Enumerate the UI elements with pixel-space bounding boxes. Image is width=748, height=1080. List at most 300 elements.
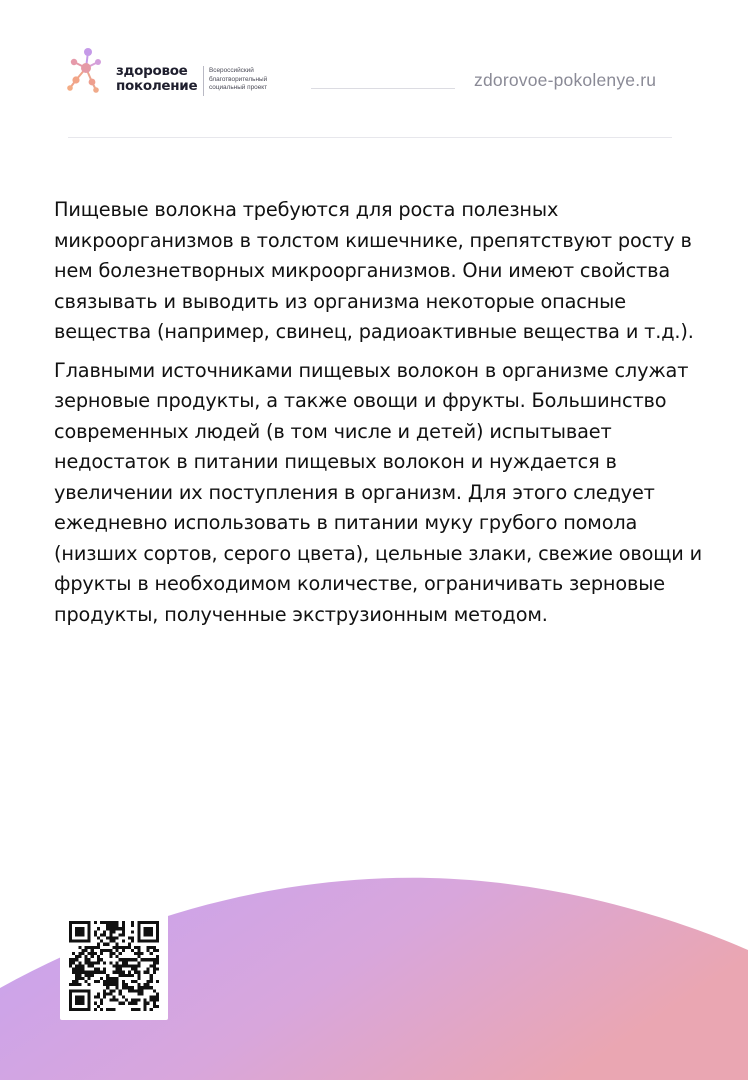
qr-module <box>81 930 84 933</box>
qr-module <box>112 946 115 949</box>
qr-module <box>88 964 91 967</box>
qr-module <box>137 955 140 958</box>
qr-module <box>69 930 72 933</box>
qr-module <box>109 924 112 927</box>
qr-module <box>94 971 97 974</box>
qr-module <box>156 980 159 983</box>
qr-module <box>116 946 119 949</box>
qr-module <box>128 986 131 989</box>
qr-module <box>137 1008 140 1011</box>
qr-module <box>116 937 119 940</box>
qr-module <box>72 940 75 943</box>
qr-module <box>72 980 75 983</box>
qr-module <box>69 927 72 930</box>
qr-module <box>131 999 134 1002</box>
qr-module <box>150 958 153 961</box>
qr-module <box>134 999 137 1002</box>
qr-module <box>119 964 122 967</box>
qr-module <box>116 971 119 974</box>
qr-module <box>75 995 78 998</box>
qr-module <box>156 999 159 1002</box>
qr-module <box>85 989 88 992</box>
qr-module <box>156 968 159 971</box>
qr-module <box>125 974 128 977</box>
qr-module <box>122 949 125 952</box>
qr-module <box>91 952 94 955</box>
qr-module <box>88 933 91 936</box>
qr-module <box>112 999 115 1002</box>
qr-module <box>85 940 88 943</box>
qr-module <box>72 958 75 961</box>
qr-module <box>125 986 128 989</box>
qr-module <box>69 933 72 936</box>
qr-module <box>88 977 91 980</box>
qr-module <box>75 933 78 936</box>
qr-module <box>100 977 103 980</box>
qr-module <box>122 933 125 936</box>
qr-module <box>103 921 106 924</box>
qr-module <box>85 961 88 964</box>
qr-module <box>143 958 146 961</box>
qr-module <box>109 930 112 933</box>
qr-module <box>134 989 137 992</box>
qr-module <box>143 933 146 936</box>
qr-module <box>116 924 119 927</box>
qr-module <box>91 961 94 964</box>
qr-module <box>100 1008 103 1011</box>
qr-module <box>97 968 100 971</box>
qr-module <box>153 949 156 952</box>
qr-module <box>106 937 109 940</box>
qr-module <box>88 924 91 927</box>
qr-module <box>88 940 91 943</box>
qr-module <box>85 958 88 961</box>
qr-module <box>122 924 125 927</box>
qr-module <box>153 961 156 964</box>
qr-module <box>88 989 91 992</box>
qr-module <box>78 1002 81 1005</box>
qr-module <box>100 940 103 943</box>
qr-module <box>156 937 159 940</box>
qr-module <box>78 974 81 977</box>
qr-module <box>97 955 100 958</box>
qr-module <box>137 940 140 943</box>
qr-module <box>128 958 131 961</box>
qr-module <box>78 971 81 974</box>
qr-module <box>143 983 146 986</box>
qr-module <box>125 983 128 986</box>
qr-module <box>134 1002 137 1005</box>
qr-module <box>85 974 88 977</box>
qr-module <box>156 930 159 933</box>
qr-module <box>143 1008 146 1011</box>
qr-module <box>78 964 81 967</box>
qr-module <box>109 992 112 995</box>
qr-module <box>88 921 91 924</box>
qr-module <box>131 986 134 989</box>
qr-module <box>75 930 78 933</box>
qr-module <box>150 1008 153 1011</box>
qr-module <box>128 971 131 974</box>
qr-module <box>122 980 125 983</box>
qr-module <box>75 983 78 986</box>
qr-module <box>131 1008 134 1011</box>
qr-module <box>122 974 125 977</box>
qr-module <box>143 930 146 933</box>
qr-module <box>88 946 91 949</box>
qr-module <box>72 968 75 971</box>
qr-module <box>137 974 140 977</box>
qr-module <box>143 921 146 924</box>
qr-module <box>112 983 115 986</box>
qr-module <box>81 964 84 967</box>
qr-module <box>131 980 134 983</box>
qr-module <box>106 924 109 927</box>
qr-module <box>140 989 143 992</box>
qr-module <box>106 983 109 986</box>
qr-module <box>112 980 115 983</box>
qr-module <box>106 992 109 995</box>
qr-module <box>137 999 140 1002</box>
qr-module <box>97 992 100 995</box>
qr-module <box>134 971 137 974</box>
qr-module <box>122 961 125 964</box>
qr-module <box>137 930 140 933</box>
qr-module <box>72 983 75 986</box>
qr-module <box>75 955 78 958</box>
qr-module <box>150 930 153 933</box>
qr-module <box>109 955 112 958</box>
qr-module <box>131 930 134 933</box>
qr-module <box>112 940 115 943</box>
qr-module <box>153 940 156 943</box>
qr-module <box>134 946 137 949</box>
qr-module <box>109 927 112 930</box>
site-url[interactable]: zdorovoe-pokolenye.ru <box>474 70 657 90</box>
qr-module <box>137 937 140 940</box>
logo-wordmark <box>116 64 197 94</box>
qr-module <box>112 977 115 980</box>
qr-module <box>109 961 112 964</box>
qr-module <box>100 933 103 936</box>
qr-module <box>91 955 94 958</box>
qr-module <box>137 924 140 927</box>
qr-module <box>156 955 159 958</box>
qr-module <box>103 989 106 992</box>
qr-module <box>137 983 140 986</box>
qr-module <box>128 989 131 992</box>
qr-module <box>109 999 112 1002</box>
qr-module <box>128 964 131 967</box>
qr-module <box>81 949 84 952</box>
qr-module <box>109 933 112 936</box>
qr-module <box>137 927 140 930</box>
qr-module <box>97 980 100 983</box>
qr-module <box>75 971 78 974</box>
qr-module <box>140 921 143 924</box>
qr-module <box>103 968 106 971</box>
qr-module <box>131 1002 134 1005</box>
qr-module <box>72 921 75 924</box>
qr-module <box>69 940 72 943</box>
qr-module <box>153 958 156 961</box>
qr-module <box>150 980 153 983</box>
qr-module <box>88 974 91 977</box>
qr-module <box>119 958 122 961</box>
qr-module <box>116 921 119 924</box>
qr-module <box>116 983 119 986</box>
qr-module <box>69 992 72 995</box>
qr-module <box>137 933 140 936</box>
qr-module <box>69 995 72 998</box>
qr-module <box>119 992 122 995</box>
qr-module <box>156 927 159 930</box>
qr-module <box>103 992 106 995</box>
qr-module <box>140 958 143 961</box>
qr-module <box>131 921 134 924</box>
qr-module <box>134 964 137 967</box>
qr-module <box>109 1008 112 1011</box>
qr-module <box>153 1005 156 1008</box>
qr-module <box>125 964 128 967</box>
qr-module <box>140 952 143 955</box>
qr-module <box>131 940 134 943</box>
qr-module <box>94 946 97 949</box>
qr-module <box>156 992 159 995</box>
qr-module <box>116 999 119 1002</box>
qr-module <box>153 946 156 949</box>
qr-module <box>75 989 78 992</box>
qr-module <box>72 971 75 974</box>
qr-module <box>75 964 78 967</box>
qr-module <box>147 986 150 989</box>
qr-module <box>78 989 81 992</box>
qr-module <box>106 927 109 930</box>
qr-module <box>150 940 153 943</box>
qr-module <box>97 927 100 930</box>
qr-module <box>122 971 125 974</box>
qr-module <box>78 999 81 1002</box>
qr-module <box>137 946 140 949</box>
qr-module <box>143 940 146 943</box>
qr-module <box>85 946 88 949</box>
qr-module <box>147 933 150 936</box>
qr-module <box>69 1002 72 1005</box>
qr-module <box>122 964 125 967</box>
qr-module <box>69 964 72 967</box>
qr-module <box>94 1002 97 1005</box>
qr-module <box>116 955 119 958</box>
qr-module <box>112 964 115 967</box>
qr-module <box>134 1008 137 1011</box>
qr-module <box>69 1008 72 1011</box>
qr-module <box>112 927 115 930</box>
qr-module <box>88 961 91 964</box>
qr-module <box>106 921 109 924</box>
qr-module <box>94 952 97 955</box>
qr-module <box>85 971 88 974</box>
qr-module <box>125 946 128 949</box>
header-divider-short <box>311 88 455 89</box>
qr-module <box>147 958 150 961</box>
qr-module <box>100 952 103 955</box>
qr-module <box>112 952 115 955</box>
qr-module <box>131 964 134 967</box>
qr-module <box>100 971 103 974</box>
qr-module <box>94 933 97 936</box>
qr-module <box>109 989 112 992</box>
qr-module <box>78 961 81 964</box>
qr-module <box>156 921 159 924</box>
qr-module <box>78 977 81 980</box>
qr-module <box>137 949 140 952</box>
qr-module <box>119 933 122 936</box>
qr-module <box>122 995 125 998</box>
qr-module <box>125 961 128 964</box>
qr-module <box>69 1005 72 1008</box>
header-divider <box>68 137 672 138</box>
qr-module <box>81 1008 84 1011</box>
qr-module <box>156 995 159 998</box>
qr-module <box>153 995 156 998</box>
qr-module <box>112 921 115 924</box>
qr-module <box>72 1008 75 1011</box>
qr-module <box>147 949 150 952</box>
qr-code[interactable] <box>60 912 168 1020</box>
qr-module <box>140 940 143 943</box>
qr-module <box>75 999 78 1002</box>
qr-module <box>69 983 72 986</box>
qr-module <box>94 995 97 998</box>
qr-module <box>137 992 140 995</box>
qr-module <box>91 964 94 967</box>
qr-module <box>116 964 119 967</box>
qr-module <box>69 921 72 924</box>
qr-module <box>116 949 119 952</box>
qr-module <box>109 937 112 940</box>
qr-module <box>94 961 97 964</box>
qr-module <box>78 968 81 971</box>
qr-module <box>150 986 153 989</box>
logo-name-line1: здоровое <box>116 63 188 79</box>
qr-module <box>137 952 140 955</box>
qr-module <box>153 971 156 974</box>
qr-module <box>75 940 78 943</box>
qr-module <box>69 961 72 964</box>
qr-module <box>153 964 156 967</box>
qr-module <box>94 980 97 983</box>
qr-module <box>131 989 134 992</box>
qr-module <box>122 946 125 949</box>
qr-module <box>150 974 153 977</box>
qr-module <box>131 949 134 952</box>
qr-module <box>91 974 94 977</box>
qr-module <box>150 946 153 949</box>
qr-module <box>78 921 81 924</box>
qr-module <box>81 989 84 992</box>
qr-module <box>119 1002 122 1005</box>
qr-module <box>97 946 100 949</box>
qr-module <box>147 940 150 943</box>
qr-module <box>137 986 140 989</box>
qr-module <box>106 977 109 980</box>
qr-module <box>116 961 119 964</box>
qr-module <box>69 924 72 927</box>
qr-module <box>153 999 156 1002</box>
qr-module <box>134 968 137 971</box>
qr-module <box>88 937 91 940</box>
qr-module <box>128 946 131 949</box>
qr-module <box>153 989 156 992</box>
qr-module <box>150 933 153 936</box>
qr-module <box>88 1005 91 1008</box>
qr-module <box>97 943 100 946</box>
qr-module <box>156 940 159 943</box>
logo-divider <box>203 66 204 96</box>
qr-module <box>100 921 103 924</box>
qr-module <box>81 921 84 924</box>
qr-module <box>103 961 106 964</box>
qr-module <box>119 946 122 949</box>
qr-module <box>109 921 112 924</box>
qr-module <box>69 989 72 992</box>
qr-module <box>119 968 122 971</box>
qr-module <box>78 933 81 936</box>
qr-module <box>147 921 150 924</box>
qr-module <box>78 995 81 998</box>
qr-module <box>109 983 112 986</box>
qr-module <box>125 958 128 961</box>
qr-module <box>137 961 140 964</box>
qr-module <box>103 995 106 998</box>
qr-module <box>150 995 153 998</box>
qr-module <box>119 989 122 992</box>
qr-module <box>119 927 122 930</box>
qr-module <box>156 1005 159 1008</box>
qr-module <box>100 999 103 1002</box>
qr-module <box>116 943 119 946</box>
qr-module <box>131 968 134 971</box>
qr-module <box>81 995 84 998</box>
qr-module <box>75 958 78 961</box>
qr-module <box>94 921 97 924</box>
qr-module <box>97 995 100 998</box>
qr-module <box>156 961 159 964</box>
qr-module <box>88 999 91 1002</box>
qr-module <box>103 980 106 983</box>
qr-module <box>156 924 159 927</box>
qr-module <box>143 1005 146 1008</box>
qr-module <box>156 949 159 952</box>
page-header <box>0 0 748 140</box>
qr-module <box>85 980 88 983</box>
qr-module <box>78 983 81 986</box>
qr-module <box>88 983 91 986</box>
qr-module <box>94 930 97 933</box>
qr-code-icon <box>69 921 159 1011</box>
qr-module <box>112 1008 115 1011</box>
qr-module <box>106 986 109 989</box>
logo-subtitle <box>209 67 267 93</box>
qr-module <box>103 949 106 952</box>
qr-module <box>81 968 84 971</box>
qr-module <box>75 1002 78 1005</box>
qr-module <box>112 971 115 974</box>
qr-module <box>122 930 125 933</box>
qr-module <box>116 968 119 971</box>
qr-module <box>122 958 125 961</box>
qr-module <box>131 974 134 977</box>
